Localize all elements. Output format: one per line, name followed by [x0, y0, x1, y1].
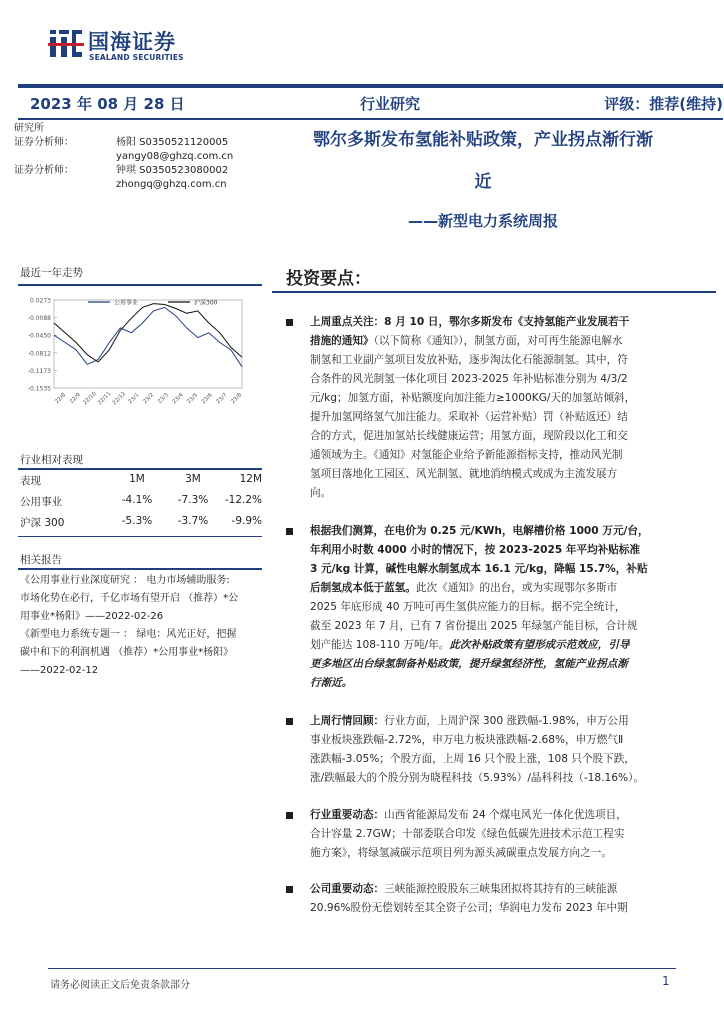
emphasis-text: 后制氢成本低于蓝氢。 — [310, 582, 416, 594]
title-line-1: 鄂尔多斯发布氢能补贴政策，产业拐点渐行渐 — [313, 130, 653, 150]
report-link-line[interactable]: 《公用事业行业深度研究 ： 电力市场辅助服务: — [20, 575, 230, 586]
x-tick-label: 23/7 — [215, 392, 229, 406]
section-rule — [272, 291, 716, 293]
perf-header-cell: 1M — [129, 473, 145, 485]
body-text: 2025 年底形成 40 万吨可再生氢供应能力的目标。据不完全统计， — [310, 601, 626, 613]
body-text: （以下简称《通知》），制氢方面，对可再生能源电解水 — [373, 335, 623, 347]
bullet-line — [310, 825, 700, 844]
body-text: 山西省能源局发布 24 个煤电风光一体化优选项目， — [384, 809, 627, 821]
emphasis-text: 行渐近。 — [310, 677, 353, 689]
emphasis-text: 3 元/kg 计算，碱性电解水制氢成本 16.1 元/kg，降幅 15.7%，补贴 — [310, 563, 648, 575]
perf-header-cell: 3M — [185, 473, 201, 485]
body-text: 通领域为主。《通知》对氢能企业给予新能源指标支持，推动风光制 — [310, 449, 623, 461]
bullet-square-icon — [286, 886, 293, 893]
bullet-line — [310, 370, 700, 389]
bullet-text — [310, 806, 700, 863]
footer-rule — [48, 968, 676, 969]
body-text: 三峡能源控股股东三峡集团拟将其持有的三峡能源 — [384, 883, 618, 895]
y-tick-label: -0.0088 — [27, 315, 51, 323]
legend-label: 沪深300 — [194, 299, 218, 307]
bullet-line — [310, 674, 700, 693]
perf-cell: -5.3% — [121, 515, 153, 527]
emphasis-text: 措施的通知》 — [310, 335, 374, 347]
x-tick-label: 22/8 — [54, 392, 68, 406]
bullet-line — [310, 484, 700, 503]
bullet-text — [310, 880, 700, 918]
x-tick-label: 22/10 — [82, 390, 98, 407]
bullet-line — [310, 712, 700, 731]
bullet-square-icon — [286, 319, 293, 326]
report-link-line[interactable]: 碳中和下的利润机遇 （推荐）*公用事业*杨阳》 — [20, 647, 234, 658]
bullet-line — [310, 806, 700, 825]
perf-cell: -3.7% — [177, 515, 209, 527]
body-text: 合计容量 2.7GW；十部委联合印发《绿色低碳先进技术示范工程实 — [310, 828, 625, 840]
bullet-line — [310, 332, 700, 351]
body-text: 合的方式，促进加氢站长线健康运营；用氢方面，现阶段以化工和交 — [310, 430, 628, 442]
bullet-line — [310, 636, 700, 655]
body-text: 20.96%股份无偿划转至其全资子公司；华润电力发布 2023 年中期 — [310, 902, 628, 914]
report-link-line[interactable]: 市场化势在必行，千亿市场有望开启 （推荐）*公 — [20, 593, 239, 604]
x-tick-label: 23/5 — [186, 392, 200, 406]
body-text: 提升加氢网络氢气加注能力。采取补（运营补贴）罚（补贴返还）结 — [310, 411, 628, 423]
bullet-line — [310, 750, 700, 769]
bullet-text — [310, 313, 700, 503]
report-link-line[interactable]: ——2022-02-12 — [20, 665, 99, 676]
emphasis-text: 公司重要动态： — [310, 883, 385, 895]
bullet-line — [310, 465, 700, 484]
bullet-square-icon — [286, 812, 293, 819]
perf-header-cell: 12M — [239, 473, 262, 485]
series-line — [54, 304, 242, 362]
related-reports — [20, 572, 264, 680]
report-rating: 评级：推荐(维持) — [604, 95, 723, 113]
y-tick-label: -0.1535 — [27, 385, 51, 393]
bullet-line — [310, 769, 700, 788]
bullet-line — [310, 598, 700, 617]
perf-cell: -9.9% — [231, 515, 262, 527]
y-tick-label: 0.0273 — [30, 297, 51, 305]
reports-rule — [18, 568, 262, 570]
report-link-line[interactable]: 《新型电力系统专题一 ： 绿电：风光正好，把握 — [20, 629, 237, 640]
bullet-line — [310, 522, 700, 541]
bullet-square-icon — [286, 528, 293, 535]
report-date: 2023 年 08 月 28 日 — [30, 95, 185, 113]
bullet-line — [310, 899, 700, 918]
trend-rule — [18, 284, 262, 286]
emphasis-text: 年利用小时数 4000 小时的情况下，按 2023-2025 年平均补贴标准 — [310, 544, 641, 556]
bullet-square-icon — [286, 718, 293, 725]
perf-cell: 公用事业 — [20, 496, 62, 508]
title-line-2: 近 — [474, 172, 492, 192]
bullet-line — [310, 313, 700, 332]
bullet-line — [310, 655, 700, 674]
bullet-line — [310, 446, 700, 465]
bullet-line — [310, 617, 700, 636]
bullet-line — [310, 541, 700, 560]
series-line — [54, 307, 242, 366]
report-type: 行业研究 — [360, 95, 421, 113]
section-title: 投资要点： — [286, 269, 371, 289]
x-tick-label: 23/8 — [230, 392, 244, 406]
x-tick-label: 22/12 — [111, 390, 128, 407]
y-tick-label: -0.1173 — [27, 367, 51, 375]
page-number: 1 — [662, 974, 670, 988]
emphasis-text: 上周行情回顾： — [310, 715, 385, 727]
perf-cell: 沪深 300 — [20, 517, 65, 529]
report-link-line[interactable]: 用事业*杨阳》——2022-02-26 — [20, 611, 164, 622]
bullet-line — [310, 389, 700, 408]
bullet-text — [310, 522, 700, 693]
emphasis-text: 行业重要动态： — [310, 809, 385, 821]
perf-header-row — [20, 470, 262, 491]
report-banner — [18, 88, 723, 118]
plot-frame — [54, 300, 242, 388]
body-text: 氢项目落地化工园区、风光制氢、就地消纳模式或成为主流发展方 — [310, 468, 618, 480]
body-text: 向。 — [310, 487, 332, 499]
brand-name-en: SEALAND SECURITIES — [89, 53, 184, 62]
body-text: 涨跌幅-3.05%；个股方面，上周 16 只个股上涨，108 只个股下跌， — [310, 753, 635, 765]
trend-chart — [18, 292, 250, 410]
perf-header-cell: 表现 — [20, 475, 41, 487]
reports-heading: 相关报告 — [20, 554, 62, 566]
analyst-row: 证券分析师： 钟琪 S0350523080002 — [14, 165, 229, 176]
analyst-email[interactable]: yangy08@ghzq.com.cn — [116, 151, 234, 162]
perf-cell: -12.2% — [224, 494, 262, 506]
legend-label: 公用事业 — [114, 299, 139, 307]
emphasis-text: 上周重点关注：8 月 10 日，鄂尔多斯发布《支持氢能产业发展若干 — [310, 316, 630, 328]
body-text: 合条件的风光制氢一体化项目 2023-2025 年补贴标准分别为 4/3/2 — [310, 373, 628, 385]
analyst-block — [14, 122, 264, 192]
body-text: 涨/跌幅最大的个股分别为晓程科技（5.93%）/晶科科技（-18.16%）。 — [310, 772, 644, 784]
bullet-text — [310, 712, 700, 788]
trend-chart-svg — [18, 292, 250, 410]
bullet-line — [310, 351, 700, 370]
perf-row — [20, 512, 262, 533]
x-tick-label: 23/4 — [171, 392, 185, 406]
body-text: 划产能达 108-110 万吨/年。 — [310, 639, 450, 651]
bullet-line — [310, 427, 700, 446]
trend-heading: 最近一年走势 — [20, 267, 83, 279]
x-tick-label: 23/1 — [127, 392, 141, 406]
bullet-line — [310, 731, 700, 750]
body-text: 事业板块涨跌幅-2.72%，申万电力板块涨跌幅-2.68%，申万燃气Ⅱ — [310, 734, 624, 746]
y-tick-label: -0.0812 — [27, 350, 51, 358]
bullet-line — [310, 844, 700, 863]
perf-cell: -7.3% — [177, 494, 209, 506]
body-text: 制氢和工业副产氢项目发放补贴，逐步淘汰化石能源制氢。其中，符 — [310, 354, 628, 366]
body-text: 施方案》，将绿氢减碳示范项目列为源头减碳重点发展方向之一。 — [310, 847, 612, 859]
brand-name-cn: 国海证券 — [88, 30, 176, 54]
institute-label: 研究所 — [14, 123, 44, 134]
sealand-logo-icon — [48, 26, 84, 62]
report-subtitle: ——新型电力系统周报 — [407, 212, 558, 230]
bullet-line — [310, 880, 700, 899]
analyst-email[interactable]: zhongq@ghzq.com.cn — [116, 179, 227, 190]
perf-cell: -4.1% — [121, 494, 153, 506]
emphasis-text: 此次补贴政策有望形成示范效应，引导 — [449, 639, 630, 651]
x-tick-label: 22/9 — [68, 392, 82, 406]
y-tick-label: -0.0450 — [27, 332, 51, 340]
perf-row — [20, 491, 262, 512]
perf-heading: 行业相对表现 — [20, 454, 83, 466]
emphasis-text: 更多地区出台绿氢制备补贴政策，提升绿氢经济性，氢能产业拐点渐 — [310, 658, 628, 670]
emphasis-text: 根据我们测算，在电价为 0.25 元/KWh，电解槽价格 1000 万元/台， — [310, 525, 649, 537]
x-tick-label: 22/11 — [96, 390, 113, 407]
bullet-line — [310, 560, 700, 579]
bullet-line — [310, 579, 700, 598]
body-text: 元/kg；加氢方面，补贴额度向加注能力≥1000KG/天的加氢站倾斜， — [310, 392, 636, 404]
bullet-line — [310, 408, 700, 427]
banner-bottom-rule — [18, 118, 723, 120]
perf-bottom-rule — [18, 536, 262, 537]
x-tick-label: 23/2 — [142, 392, 156, 406]
analyst-row: 证券分析师： 杨阳 S0350521120005 — [14, 137, 229, 148]
x-tick-label: 23/3 — [156, 392, 170, 406]
perf-table — [20, 470, 262, 533]
footer-disclaimer: 请务必阅读正文后免责条款部分 — [50, 980, 190, 991]
body-text: 截至 2023 年 7 月，已有 7 省份提出 2025 年绿氢产能目标，合计规 — [310, 620, 638, 632]
body-text: 行业方面，上周沪深 300 涨跌幅-1.98%，申万公用 — [384, 715, 629, 727]
body-text: 此次《通知》的出台，或为实现鄂尔多斯市 — [415, 582, 618, 594]
brand-logo — [48, 24, 198, 68]
x-tick-label: 23/6 — [200, 392, 214, 406]
